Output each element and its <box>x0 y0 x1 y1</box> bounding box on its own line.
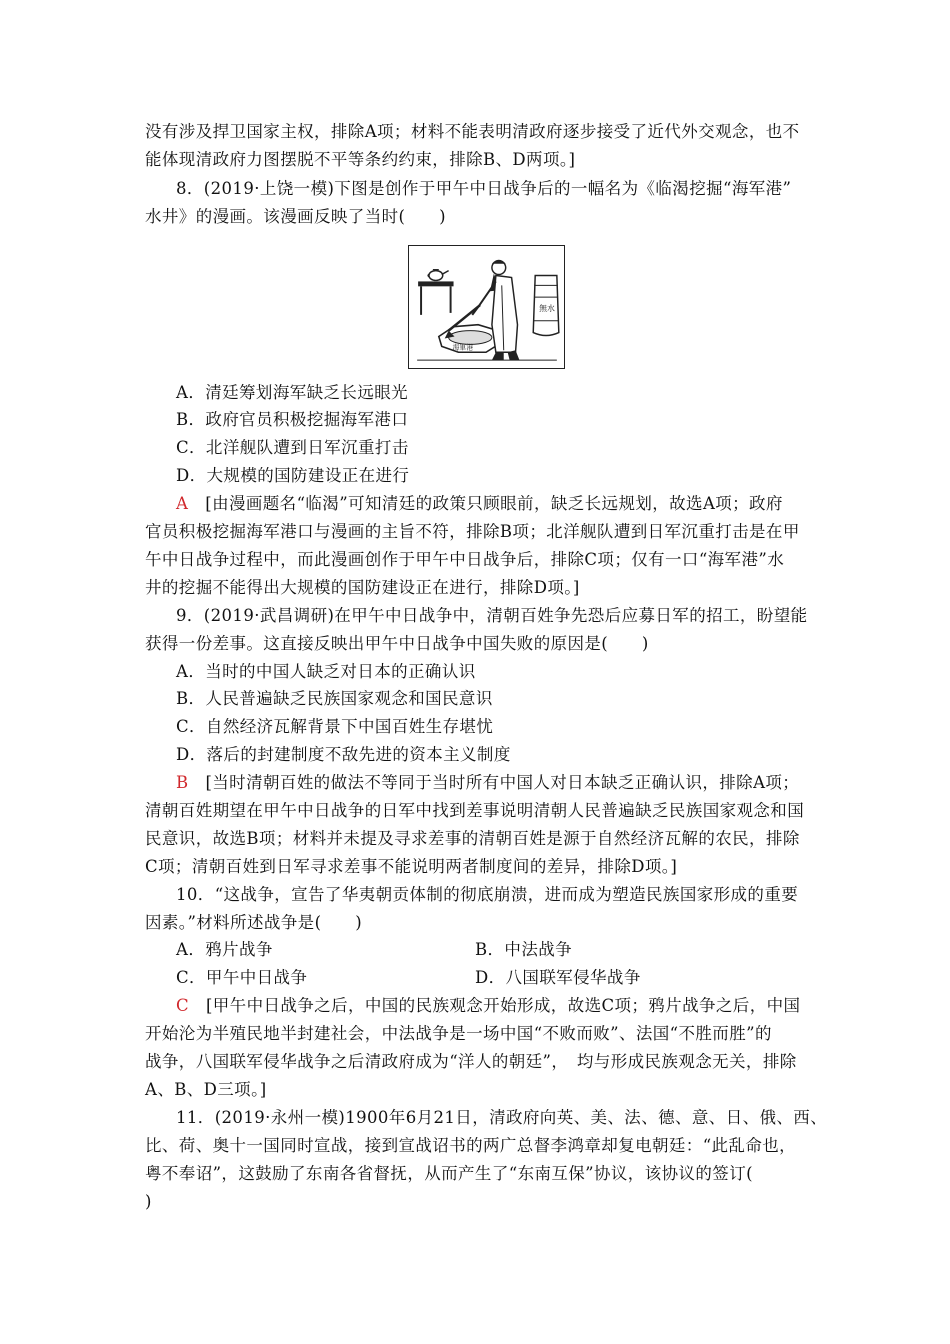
answer-9-cont: C项；清朝百姓到日军寻求差事不能说明两者制度间的差异，排除D项。] <box>145 857 678 876</box>
answer-text: [甲午中日战争之后，中国的民族观念开始形成，故选C项；鸦片战争之后，中国 <box>205 996 801 1015</box>
well-label: 海軍港 <box>452 343 474 352</box>
option-8-C: C．北洋舰队遭到日军沉重打击 <box>176 438 409 457</box>
option-9-B: B．人民普遍缺乏民族国家观念和国民意识 <box>176 689 493 708</box>
jar-label: 無水 <box>539 303 555 313</box>
answer-8-cont: 午中日战争过程中，而此漫画创作于甲午中日战争后，排除C项；仅有一口“海军港”水 <box>145 550 785 569</box>
cartoon-figure <box>408 245 565 369</box>
answer-10-cont: A、B、D三项。] <box>145 1080 267 1099</box>
answer-8 <box>176 490 841 518</box>
option-9-D: D．落后的封建制度不敌先进的资本主义制度 <box>176 745 511 764</box>
answer-10-cont: 战争，八国联军侵华战争之后清政府成为“洋人的朝廷”， 均与形成民族观念无关，排除 <box>145 1052 797 1071</box>
option-8-D: D．大规模的国防建设正在进行 <box>176 466 410 485</box>
question-11-stem-cont: ) <box>145 1192 152 1211</box>
answer-9 <box>176 769 841 797</box>
answer-text: [由漫画题名“临渴”可知清廷的政策只顾眼前，缺乏长远规划，故选A项；政府 <box>205 494 783 513</box>
option-9-C: C．自然经济瓦解背景下中国百姓生存堪忧 <box>176 717 494 736</box>
answer-letter: C <box>176 996 190 1015</box>
answer-text: [当时清朝百姓的做法不等同于当时所有中国人对日本缺乏正确认识，排除A项； <box>205 773 800 792</box>
option-9-A: A．当时的中国人缺乏对日本的正确认识 <box>176 662 476 681</box>
answer-10 <box>176 992 841 1020</box>
option-10-D: D．八国联军侵华战争 <box>475 968 641 987</box>
option-10-A: A．鸦片战争 <box>176 940 273 959</box>
cartoon-illustration <box>409 246 564 368</box>
option-8-B: B．政府官员积极挖掘海军港口 <box>176 410 409 429</box>
question-9-stem-cont: 获得一份差事。这直接反映出甲午中日战争中国失败的原因是( ) <box>145 634 649 653</box>
answer-letter: A <box>176 494 189 513</box>
answer-letter: B <box>176 773 189 792</box>
answer-9-cont: 清朝百姓期望在甲午中日战争的日军中找到差事说明清朝人民普遍缺乏民族国家观念和国 <box>145 801 805 820</box>
question-11-stem-cont: 粤不奉诏”，这鼓励了东南各省督抚，从而产生了“东南互保”协议，该协议的签订( <box>145 1164 753 1183</box>
question-11-stem: 11．(2019·永州一模)1900年6月21日，清政府向英、美、法、德、意、日、俄、西、 <box>176 1108 828 1127</box>
option-10-B: B．中法战争 <box>475 940 573 959</box>
question-10-stem: 10．“这战争，宣告了华夷朝贡体制的彻底崩溃，进而成为塑造民族国家形成的重要 <box>176 885 799 904</box>
answer-9-cont: 民意识，故选B项；材料并未提及寻求差事的清朝百姓是源于自然经济瓦解的农民，排除 <box>145 829 800 848</box>
question-9-stem: 9．(2019·武昌调研)在甲午中日战争中，清朝百姓争先恐后应募日军的招工，盼望能 <box>176 606 808 625</box>
option-10-C: C．甲午中日战争 <box>176 968 308 987</box>
question-8-stem-cont: 水井》的漫画。该漫画反映了当时( ) <box>145 207 446 226</box>
text-line: 没有涉及捍卫国家主权，排除A项；材料不能表明清政府逐步接受了近代外交观念，也不 <box>145 122 800 141</box>
question-10-stem-cont: 因素。”材料所述战争是( ) <box>145 913 363 932</box>
answer-8-cont: 井的挖掘不能得出大规模的国防建设正在进行，排除D项。] <box>145 578 580 597</box>
question-8-stem: 8．(2019·上饶一模)下图是创作于甲午中日战争后的一幅名为《临渴挖掘“海军港” <box>176 179 792 198</box>
answer-8-cont: 官员积极挖掘海军港口与漫画的主旨不符，排除B项；北洋舰队遭到日军沉重打击是在甲 <box>145 522 800 541</box>
text-line: 能体现清政府力图摆脱不平等条约约束，排除B、D两项。] <box>145 150 576 169</box>
option-8-A: A．清廷筹划海军缺乏长远眼光 <box>176 383 409 402</box>
answer-10-cont: 开始沦为半殖民地半封建社会，中法战争是一场中国“不败而败”、法国“不胜而胜”的 <box>145 1024 772 1043</box>
question-11-stem-cont: 比、荷、奥十一国同时宣战，接到宣战诏书的两广总督李鸿章却复电朝廷：“此乱命也， <box>145 1136 797 1155</box>
